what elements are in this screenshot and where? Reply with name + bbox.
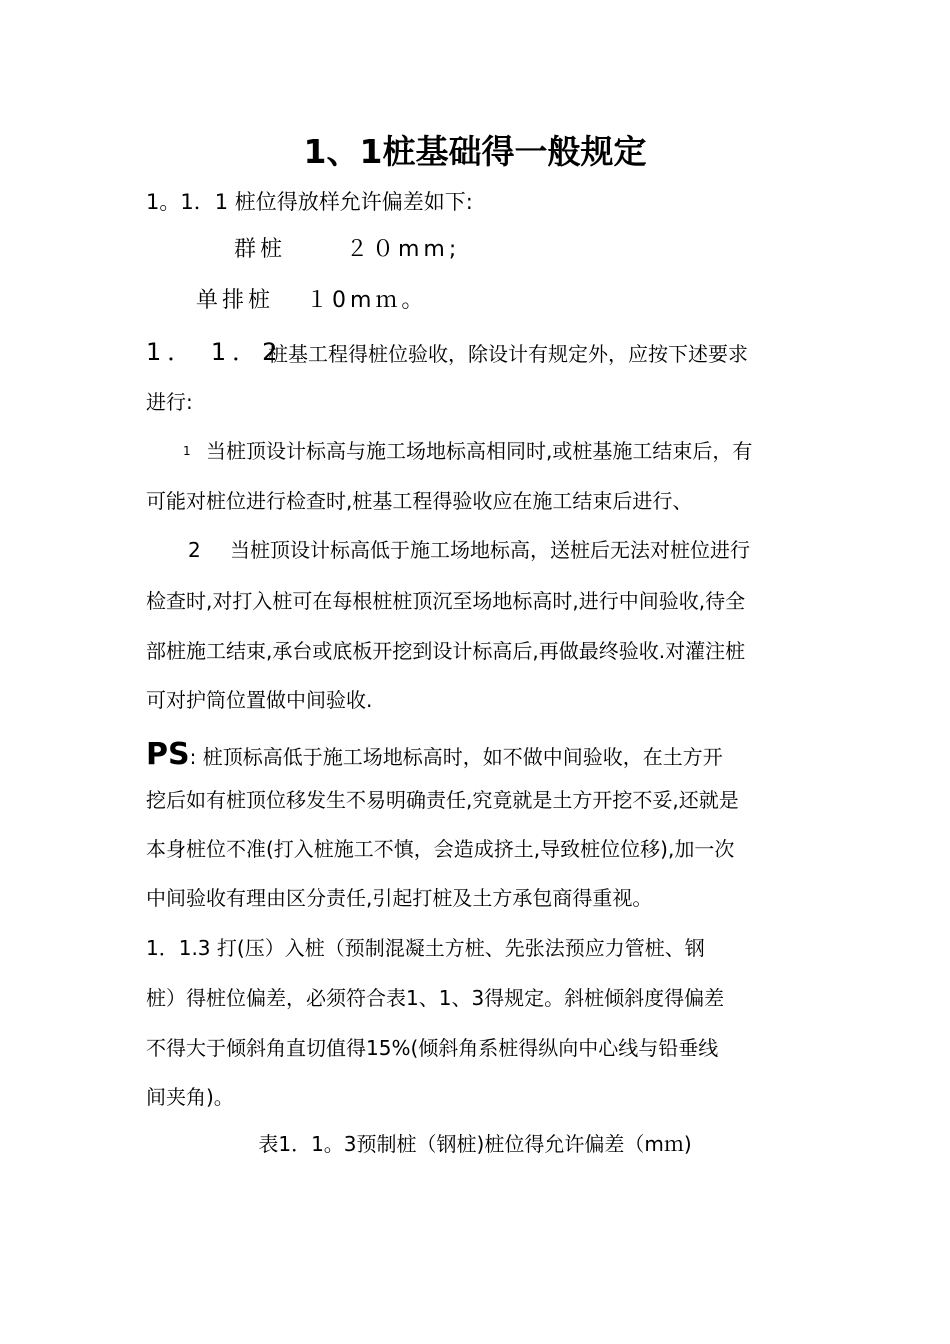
ps-label: PS — [146, 737, 190, 772]
clause-1-1-3-line-2: 桩）得桩位偏差，必须符合表1、1、3得规定。斜桩倾斜度得偏差 — [146, 986, 725, 1010]
clause-1-1-2-number: 1． 1．2 — [146, 338, 284, 366]
single-row-pile-value: １0mｍ。 — [306, 288, 428, 313]
ps-line-2: 挖后如有桩顶位移发生不易明确责任,究竟就是土方开挖不妥,还就是 — [146, 788, 739, 812]
ps-line-4: 中间验收有理由区分责任,引起打桩及土方承包商得重视。 — [146, 886, 653, 910]
item-2-number: 2 — [188, 538, 201, 562]
item-2-line-4: 可对护筒位置做中间验收. — [146, 688, 373, 712]
ps-paragraph-line-1 — [146, 735, 723, 777]
ps-line-3: 本身桩位不准(打入桩施工不慎，会造成挤土,导致桩位位移),加一次 — [146, 837, 735, 861]
item-1-number — [183, 437, 191, 466]
item-2-line-3: 部桩施工结束,承台或底板开挖到设计标高后,再做最终验收.对灌注桩 — [146, 639, 746, 663]
item-2-line-2: 检查时,对打入桩可在每根桩桩顶沉至场地标高时,进行中间验收,待全 — [146, 589, 746, 613]
item-1-line-1: 当桩顶设计标高与施工场地标高相同时,或桩基施工结束后，有 — [206, 439, 753, 463]
table-caption: 表1．1。3预制桩（钢桩)桩位得允许偏差（mｍ) — [258, 1132, 692, 1156]
clause-1-1-3-line-4: 间夹角)。 — [146, 1085, 234, 1109]
section-title: 1、1桩基础得一般规定 — [303, 132, 647, 171]
group-pile-value: ２０mm; — [346, 237, 461, 262]
clause-1-1-2-text: 桩基工程得桩位验收，除设计有规定外，应按下述要求 — [268, 342, 748, 366]
single-row-pile-label: 单排桩 — [196, 288, 275, 313]
clause-1-1-2-text-cont: 进行: — [146, 390, 193, 414]
item-1-number-text: 1 — [183, 444, 191, 458]
clause-1-1-1-heading: 1。1．1 桩位得放样允许偏差如下: — [146, 190, 473, 214]
clause-1-1-3-line-1: 1．1.3 打(压）入桩（预制混凝土方桩、先张法预应力管桩、钢 — [146, 936, 705, 960]
clause-1-1-3-line-3: 不得大于倾斜角直切值得15%(倾斜角系桩得纵向中心线与铅垂线 — [146, 1036, 719, 1060]
ps-line-1-text: : 桩顶标高低于施工场地标高时，如不做中间验收，在土方开 — [189, 745, 723, 769]
group-pile-label: 群桩 — [234, 237, 287, 262]
item-1-line-2: 可能对桩位进行检查时,桩基工程得验收应在施工结束后进行、 — [146, 489, 693, 513]
item-2-line-1: 当桩顶设计标高低于施工场地标高，送桩后无法对桩位进行 — [230, 538, 750, 562]
